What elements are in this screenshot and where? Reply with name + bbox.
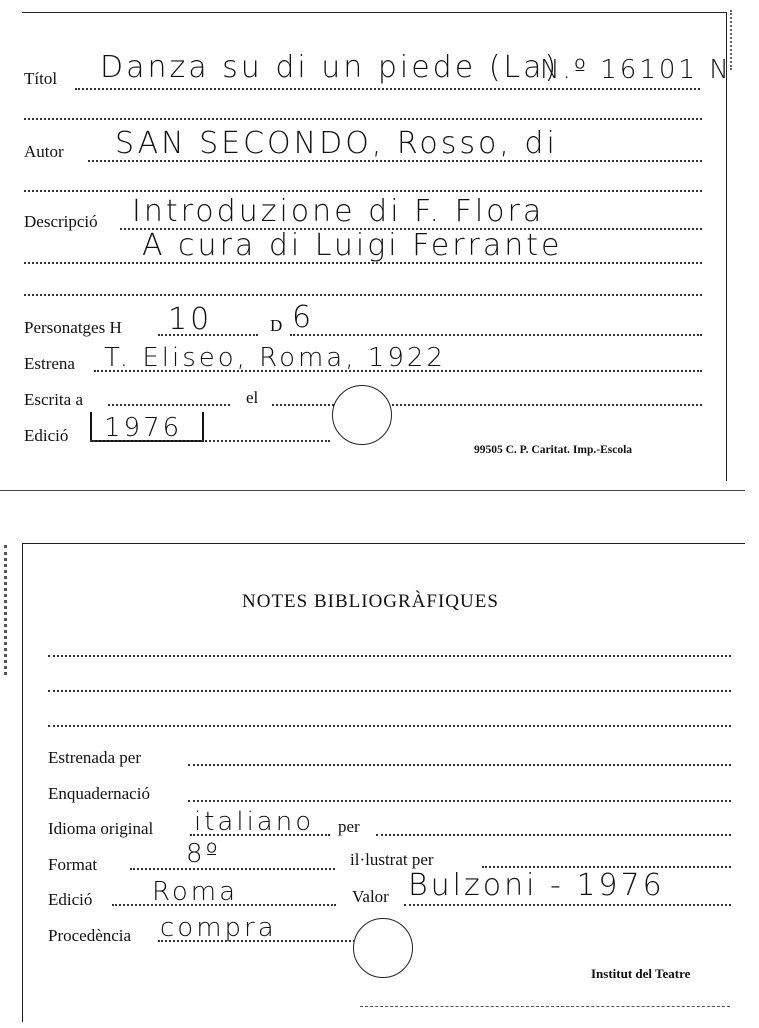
edicio-bottom-label: Edició — [48, 890, 93, 909]
notes-line-3 — [48, 725, 731, 727]
format-line — [130, 868, 335, 870]
footer-dash-line — [360, 1006, 730, 1007]
descripcio-value-1: Introduzione di F. Flora — [132, 194, 545, 229]
edicio-bottom-value: Roma — [152, 877, 239, 907]
per-line — [376, 834, 731, 836]
personatges-d-label: D — [270, 316, 283, 335]
blank-line-1 — [24, 118, 702, 120]
edicio-label: Edició — [24, 426, 69, 445]
escrita-el-label: el — [246, 388, 259, 407]
personatges-d-value: 6 — [292, 300, 315, 335]
idioma-label: Idioma original — [48, 819, 154, 838]
estrena-label: Estrena — [24, 354, 75, 373]
notes-line-2 — [48, 690, 731, 692]
edicio-value: 1976 — [104, 413, 183, 443]
personatges-h-value: 10 — [168, 302, 213, 337]
format-label: Format — [48, 855, 98, 874]
autor-value: SAN SECONDO, Rosso, di — [115, 126, 558, 161]
illustrat-label: il·lustrat per — [350, 850, 434, 869]
scan-edge-left — [4, 545, 17, 675]
escrita-label: Escrita a — [24, 390, 83, 409]
idioma-value: italiano — [194, 807, 315, 837]
valor-line — [404, 904, 731, 906]
blank-line-3 — [24, 294, 702, 296]
stamp-circle-top — [332, 385, 392, 445]
titol-line — [75, 88, 700, 90]
notes-heading: NOTES BIBLIOGRÀFIQUES — [242, 591, 499, 612]
procedencia-value: compra — [160, 913, 277, 943]
scan-edge-right — [730, 10, 742, 70]
personatges-label: Personatges H — [24, 318, 122, 337]
institution-name: Institut del Teatre — [591, 966, 691, 981]
notes-line-1 — [48, 655, 731, 657]
enquadernacio-line — [188, 800, 731, 802]
estrenada-line — [188, 764, 731, 766]
valor-label: Valor — [352, 887, 389, 906]
card-number: N.º 16101 N — [540, 55, 732, 85]
estrenada-label: Estrenada per — [48, 748, 141, 767]
per-label: per — [338, 817, 360, 836]
personatges-d-line — [290, 334, 702, 336]
titol-value: Danza su di un piede (La) — [100, 50, 560, 85]
autor-label: Autor — [24, 142, 64, 161]
card-separator — [0, 490, 745, 491]
estrena-value: T. Eliseo, Roma, 1922 — [104, 343, 446, 373]
escrita-line — [108, 404, 230, 406]
printer-imprint: 99505 C. P. Caritat. Imp.-Escola — [474, 444, 633, 456]
descripcio-label: Descripció — [24, 212, 98, 231]
format-value: 8º — [186, 839, 221, 869]
blank-line-2 — [24, 190, 702, 192]
valor-value: Bulzoni - 1976 — [408, 868, 665, 903]
procedencia-label: Procedència — [48, 926, 132, 945]
enquadernacio-label: Enquadernació — [48, 784, 150, 803]
descripcio-value-2: A cura di Luigi Ferrante — [142, 228, 563, 263]
stamp-circle-bottom — [353, 918, 413, 978]
titol-label: Títol — [24, 69, 58, 88]
